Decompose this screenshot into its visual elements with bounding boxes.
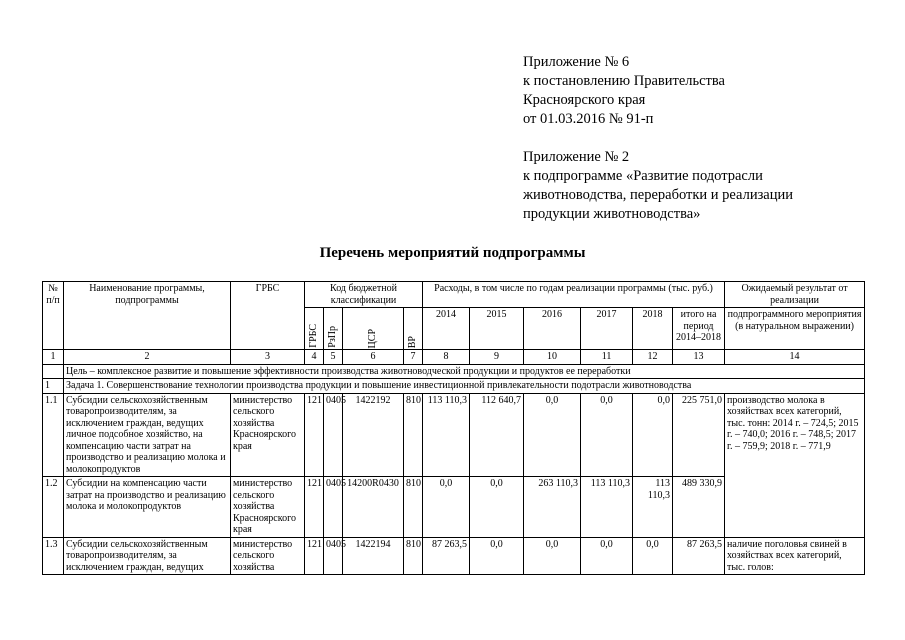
row-result: производство молока в хозяйствах всех категорий, тыс. тонн: 2014 г. – 724,5; 2015 г. – 740,0; 2016 г. – 748,5; 2017 г. – 759,9; 2018 г. – 771,9: [725, 393, 865, 537]
appendix6-line2: к постановлению Правительства: [523, 73, 725, 89]
row-y2014: 113 110,3: [423, 393, 470, 477]
row-y2018: 0,0: [633, 537, 673, 575]
row-rzpr: 0405: [324, 537, 343, 575]
header-vr: ВР: [404, 308, 423, 350]
colnum: 12: [633, 350, 673, 365]
header-grbs: ГРБС: [231, 282, 305, 350]
row-y2017: 113 110,3: [581, 477, 633, 538]
row-rzpr: 0405: [324, 477, 343, 538]
row-y2014: 0,0: [423, 477, 470, 538]
colnum: 9: [470, 350, 524, 365]
goal-text: Цель – комплексное развитие и повышение эффективности производства животноводческой продукции и продуктов ее переработки: [64, 364, 865, 379]
header-rzpr: РзПр: [324, 308, 343, 350]
row-total: 489 330,9: [673, 477, 725, 538]
row-grbs: министерство сельского хозяйства: [231, 537, 305, 575]
colnum: 6: [343, 350, 404, 365]
colnum: 3: [231, 350, 305, 365]
task-text: Задача 1. Совершенствование технологии производства продукции и повышение инвестиционной привлекательности подотрасли животноводства: [64, 379, 865, 394]
appendix6-line4: от 01.03.2016 № 91-п: [523, 111, 654, 127]
row-num: 1.1: [43, 393, 64, 477]
header-name: Наименование программы, подпрограммы: [64, 282, 231, 350]
table-row: [43, 537, 865, 575]
row-vr: 810: [404, 537, 423, 575]
task-number: 1: [43, 379, 64, 394]
row-y2018: 0,0: [633, 393, 673, 477]
row-y2016: 0,0: [524, 537, 581, 575]
row-csr: 14200R0430: [343, 477, 404, 538]
colnum: 5: [324, 350, 343, 365]
row-result: наличие поголовья свиней в хозяйствах всех категорий, тыс. голов:: [725, 537, 865, 575]
header-num: № п/п: [43, 282, 64, 350]
row-y2017: 0,0: [581, 393, 633, 477]
column-number-row: [43, 350, 865, 365]
header-year-2018: 2018: [633, 308, 673, 350]
row-total: 87 263,5: [673, 537, 725, 575]
row-total: 225 751,0: [673, 393, 725, 477]
appendix6-line1: Приложение № 6: [523, 54, 630, 70]
header-budget-code: Код бюджетной классификации: [305, 282, 423, 308]
colnum: 11: [581, 350, 633, 365]
colnum: 4: [305, 350, 324, 365]
colnum: 13: [673, 350, 725, 365]
header-csr: ЦСР: [343, 308, 404, 350]
goal-row: [43, 364, 865, 379]
row-csr: 1422194: [343, 537, 404, 575]
appendix2-line1: Приложение № 2: [523, 149, 630, 165]
row-y2015: 0,0: [470, 477, 524, 538]
row-y2018: 113 110,3: [633, 477, 673, 538]
header-year-2017: 2017: [581, 308, 633, 350]
header-result-top: Ожидаемый результат от реализации: [725, 282, 865, 308]
row-y2016: 263 110,3: [524, 477, 581, 538]
appendix2-line3: животноводства, переработки и реализации: [523, 187, 794, 203]
row-num: 1.3: [43, 537, 64, 575]
row-y2015: 112 640,7: [470, 393, 524, 477]
row-y2015: 0,0: [470, 537, 524, 575]
row-name: Субсидии на компенсацию части затрат на производство и реализацию молока и молокопродуктов: [64, 477, 231, 538]
row-grbs: министерство сельского хозяйства Красноярского края: [231, 477, 305, 538]
header-result-bottom: подпрограммного мероприятия (в натуральном выражении): [725, 308, 865, 350]
row-y2017: 0,0: [581, 537, 633, 575]
row-grbs: министерство сельского хозяйства Красноярского края: [231, 393, 305, 477]
colnum: 1: [43, 350, 64, 365]
appendix2-line4: продукции животноводства»: [523, 206, 701, 222]
colnum: 7: [404, 350, 423, 365]
header-code-grbs: ГРБС: [305, 308, 324, 350]
row-code-grbs: 121: [305, 393, 324, 477]
colnum: 2: [64, 350, 231, 365]
header-year-2014: 2014: [423, 308, 470, 350]
measures-table: [42, 281, 865, 575]
row-name: Субсидии сельскохозяйственным товаропроизводителям, за исключением граждан, ведущих: [64, 537, 231, 575]
header-expenses: Расходы, в том числе по годам реализации программы (тыс. руб.): [423, 282, 725, 308]
page-title: Перечень мероприятий подпрограммы: [319, 245, 586, 261]
appendix6-line3: Красноярского края: [523, 92, 646, 108]
row-y2016: 0,0: [524, 393, 581, 477]
document-header: [523, 53, 793, 224]
row-code-grbs: 121: [305, 537, 324, 575]
row-name: Субсидии сельскохозяйственным товаропроизводителям, за исключением граждан, ведущих личное подсобное хозяйство, на компенсацию части затрат на производство и реализацию молока и молокопродуктов: [64, 393, 231, 477]
row-num: 1.2: [43, 477, 64, 538]
table-row: [43, 393, 865, 477]
row-code-grbs: 121: [305, 477, 324, 538]
appendix2-line2: к подпрограмме «Развитие подотрасли: [523, 168, 763, 184]
task-row: [43, 379, 865, 394]
header-year-2016: 2016: [524, 308, 581, 350]
colnum: 14: [725, 350, 865, 365]
colnum: 8: [423, 350, 470, 365]
row-vr: 810: [404, 477, 423, 538]
row-y2014: 87 263,5: [423, 537, 470, 575]
row-csr: 1422192: [343, 393, 404, 477]
header-year-2015: 2015: [470, 308, 524, 350]
header-total: итого на период 2014–2018: [673, 308, 725, 350]
colnum: 10: [524, 350, 581, 365]
row-vr: 810: [404, 393, 423, 477]
row-rzpr: 0405: [324, 393, 343, 477]
